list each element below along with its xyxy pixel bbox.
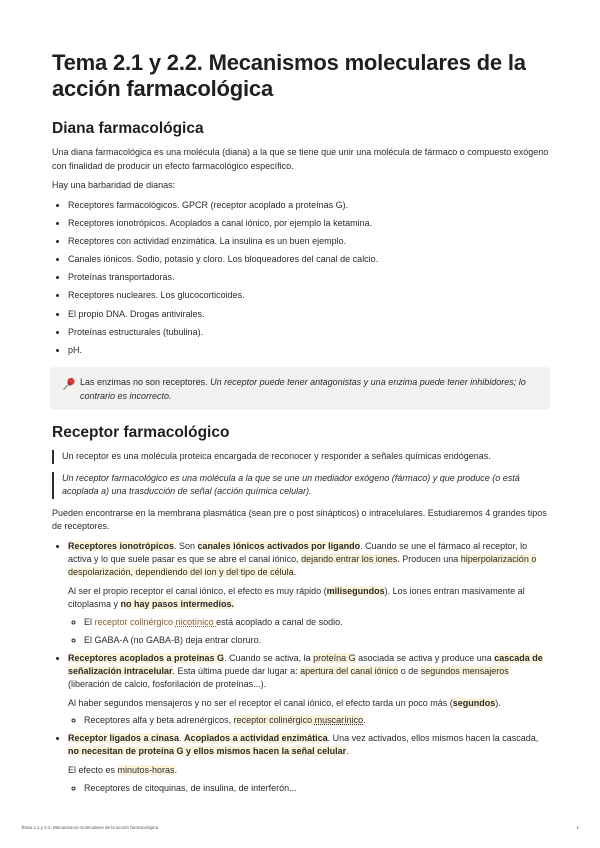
list-item: • Receptores ionotrópicos. Acoplados a canal iónico, por ejemplo la ketamina. bbox=[68, 217, 550, 230]
quote-receptor-farmacologico: Un receptor farmacológico es una molécula a la que se une un mediador exógeno (fármaco) y que produce (o está acoplada a) una trasducción de señal (acción química celular). bbox=[52, 472, 550, 499]
list-item-proteinas-g: • Receptores acoplados a proteínas G. Cuando se activa, la proteína G asociada se activa y produce una cascada de señalización intracelular. Esta última puede dar lugar a: apertura del canal iónico o de segundos mensajeros (liberación de calcio, fosforilación de proteínas...). Al haber segundos mensajeros y no ser el receptor el canal iónico, el efecto tarda un poco más (segundos). ◦ Receptores alfa y beta adrenérgicos, receptor colinérgico muscarínico. bbox=[68, 652, 550, 728]
pushpin-icon bbox=[62, 377, 80, 396]
section-heading-receptor: Receptor farmacológico bbox=[52, 424, 230, 441]
document-page bbox=[52, 50, 550, 805]
proteinas-g-examples bbox=[68, 714, 550, 727]
list-item: • Proteínas transportadoras. bbox=[68, 271, 550, 284]
paragraph-diana-intro: Una diana farmacológica es una molécula (diana) a la que se tiene que unir una molécula de fármaco o compuesto exógeno con finalidad de producir un efecto farmacológico específico. bbox=[52, 147, 549, 171]
list-item: • Receptores farmacológicos. GPCR (receptor acoplado a proteínas G). bbox=[68, 199, 550, 212]
list-item: ◦ Receptores alfa y beta adrenérgicos, receptor colinérgico muscarínico. bbox=[84, 714, 550, 727]
paragraph-proteinas-g-efecto: Al haber segundos mensajeros y no ser el receptor el canal iónico, el efecto tarda un poco más (segundos). bbox=[68, 697, 501, 708]
list-item-ionotropicos: • Receptores ionotrópicos. Son canales iónicos activados por ligando. Cuando se une el fármaco al receptor, lo activa y lo que suele pasar es que se abre el canal iónico, dejando entrar los iones. Producen una hiperpolarización o despolarización, dependiendo del ion y del tipo de célula. Al ser el propio receptor el canal iónico, el efecto es muy rápido (milisegundos). Los iones entran masivamente al citoplasma y no hay pasos intermedios. ◦ El receptor colinérgico nicotínico está acoplado a canal de sodio. ◦ El GABA-A (no GABA-B) deja entrar cloruro. bbox=[68, 540, 550, 647]
paragraph-dianas-lead: Hay una barbaridad de dianas: bbox=[52, 180, 176, 190]
list-item: • pH. bbox=[68, 344, 550, 357]
paragraph-cinasa-efecto: El efecto es minutos-horas. bbox=[68, 765, 178, 776]
receptor-types-list bbox=[52, 540, 550, 795]
list-item: ◦ Receptores de citoquinas, de insulina, de interferón... bbox=[84, 782, 550, 795]
paragraph-ionotropicos-efecto: Al ser el propio receptor el canal iónico, el efecto es muy rápido (milisegundos). Los iones entran masivamente al citoplasma y no hay pasos intermedios. bbox=[68, 585, 525, 609]
list-item: • Receptores con actividad enzimática. La insulina es un buen ejemplo. bbox=[68, 235, 550, 248]
ionotropicos-examples bbox=[68, 616, 550, 647]
list-item-cinasa: • Receptor ligados a cinasa. Acoplados a actividad enzimática. Una vez activados, ellos mismos hacen la cascada, no necesitan de proteína G y ellos mismos hacen la señal celular. El efecto es minutos-horas. ◦ Receptores de citoquinas, de insulina, de interferón... bbox=[68, 732, 550, 795]
callout-enzimas bbox=[50, 367, 550, 410]
list-item: • Receptores nucleares. Los glucocorticoides. bbox=[68, 289, 550, 302]
paragraph-receptor-intro: Pueden encontrarse en la membrana plasmática (sean pre o post sinápticos) o intracelulares. Estudiaremos 4 grandes tipos de receptores. bbox=[52, 507, 547, 531]
list-item: • Proteínas estructurales (tubulina). bbox=[68, 326, 550, 339]
callout-text: Las enzimas no son receptores. Un receptor puede tener antagonistas y una enzima puede tener inhibidores; lo contrario es incorrecto. bbox=[80, 377, 526, 401]
page-title: Tema 2.1 y 2.2. Mecanismos moleculares de la acción farmacológica bbox=[52, 50, 526, 101]
quote-receptor-def: Un receptor es una molécula proteica encargada de reconocer y responder a señales químicas endógenas. bbox=[52, 450, 550, 464]
list-item: • Canales iónicos. Sodio, potasio y cloro. Los bloqueadores del canal de calcio. bbox=[68, 253, 550, 266]
page-footer bbox=[21, 825, 579, 830]
footer-title: Tema 2.1 y 2.2. Mecanismos moleculares de la acción farmacológica bbox=[21, 825, 159, 830]
dianas-list bbox=[52, 199, 550, 358]
page-number: 1 bbox=[576, 825, 579, 830]
cinasa-examples bbox=[68, 782, 550, 795]
list-item: ◦ El GABA-A (no GABA-B) deja entrar cloruro. bbox=[84, 634, 550, 647]
list-item: • El propio DNA. Drogas antivirales. bbox=[68, 308, 550, 321]
list-item: ◦ El receptor colinérgico nicotínico está acoplado a canal de sodio. bbox=[84, 616, 550, 629]
section-heading-diana: Diana farmacológica bbox=[52, 120, 204, 137]
